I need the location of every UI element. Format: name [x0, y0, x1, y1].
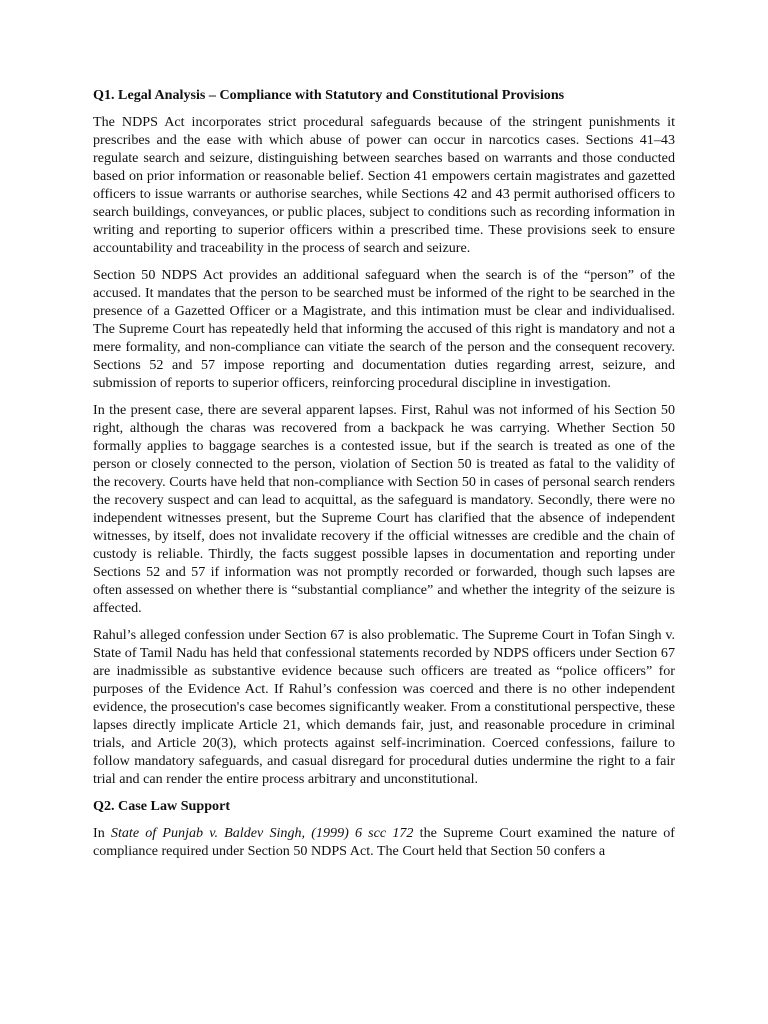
q1-paragraph-2: Section 50 NDPS Act provides an additional safeguard when the search is of the “person” of the accused. It mandates that the person to be searched must be informed of the right to be searched in the presence of a Gazetted Officer or a Magistrate, and this intimation must be clear and individualised. The Supreme Court has repeatedly held that informing the accused of this right is mandatory and not a mere formality, and non-compliance can vitiate the search of the person and the consequent recovery. Sections 52 and 57 impose reporting and documentation duties regarding arrest, seizure, and submission of reports to superior officers, reinforcing procedural discipline in investigation. — [93, 267, 675, 391]
q2-heading: Q2. Case Law Support — [93, 798, 231, 814]
q2-intro-prefix: In — [93, 825, 111, 841]
q2-paragraph-1 — [93, 824, 675, 860]
document-page — [93, 86, 675, 860]
q1-paragraph-4: Rahul’s alleged confession under Section 67 is also problematic. The Supreme Court in Tofan Singh v. State of Tamil Nadu has held that confessional statements recorded by NDPS officers under Section 67 are inadmissible as substantive evidence because such officers are treated as “police officers” for purposes of the Evidence Act. If Rahul’s confession was coerced and there is no other independent evidence, the prosecution's case becomes significantly weaker. From a constitutional perspective, these lapses directly implicate Article 21, which demands fair, just, and reasonable procedure in criminal trials, and Article 20(3), which protects against self-incrimination. Coerced confessions, failure to follow mandatory safeguards, and casual disregard for procedural duties undermine the right to a fair trial and can render the entire process arbitrary and unconstitutional. — [93, 627, 675, 787]
q1-paragraph-1: The NDPS Act incorporates strict procedural safeguards because of the stringent punishments it prescribes and the ease with which abuse of power can occur in narcotics cases. Sections 41–43 regulate search and seizure, distinguishing between searches based on warrants and those conducted based on prior information or reasonable belief. Section 41 empowers certain magistrates and gazetted officers to issue warrants or authorise searches, while Sections 42 and 43 permit authorised officers to search buildings, conveyances, or public places, subject to conditions such as recording information in writing and reporting to superior officers within a prescribed time. These provisions seek to ensure accountability and traceability in the process of search and seizure. — [93, 114, 675, 256]
q1-paragraph-3: In the present case, there are several apparent lapses. First, Rahul was not informed of his Section 50 right, although the charas was recovered from a backpack he was carrying. Whether Section 50 formally applies to baggage searches is a contested issue, but if the search is treated as one of the person or closely connected to the person, violation of Section 50 is treated as fatal to the validity of the recovery. Courts have held that non-compliance with Section 50 in cases of personal search renders the recovery suspect and can lead to acquittal, as the safeguard is mandatory. Secondly, there were no independent witnesses present, but the Supreme Court has clarified that the absence of independent witnesses, by itself, does not invalidate recovery if the official witnesses are credible and the chain of custody is reliable. Thirdly, the facts suggest possible lapses in documentation and reporting under Sections 52 and 57 if information was not promptly recorded or forwarded, though such lapses are often assessed on whether there is “substantial compliance” and whether the integrity of the seizure is affected. — [93, 402, 675, 616]
q2-intro-suffix: the Supreme Court examined the nature of compliance required under Section 50 NDPS Act. The Court held that Section 50 confers a — [93, 825, 676, 859]
q1-heading: Q1. Legal Analysis – Compliance with Statutory and Constitutional Provisions — [93, 87, 565, 103]
case-citation: State of Punjab v. Baldev Singh, (1999) 6 scc 172 — [110, 825, 414, 841]
